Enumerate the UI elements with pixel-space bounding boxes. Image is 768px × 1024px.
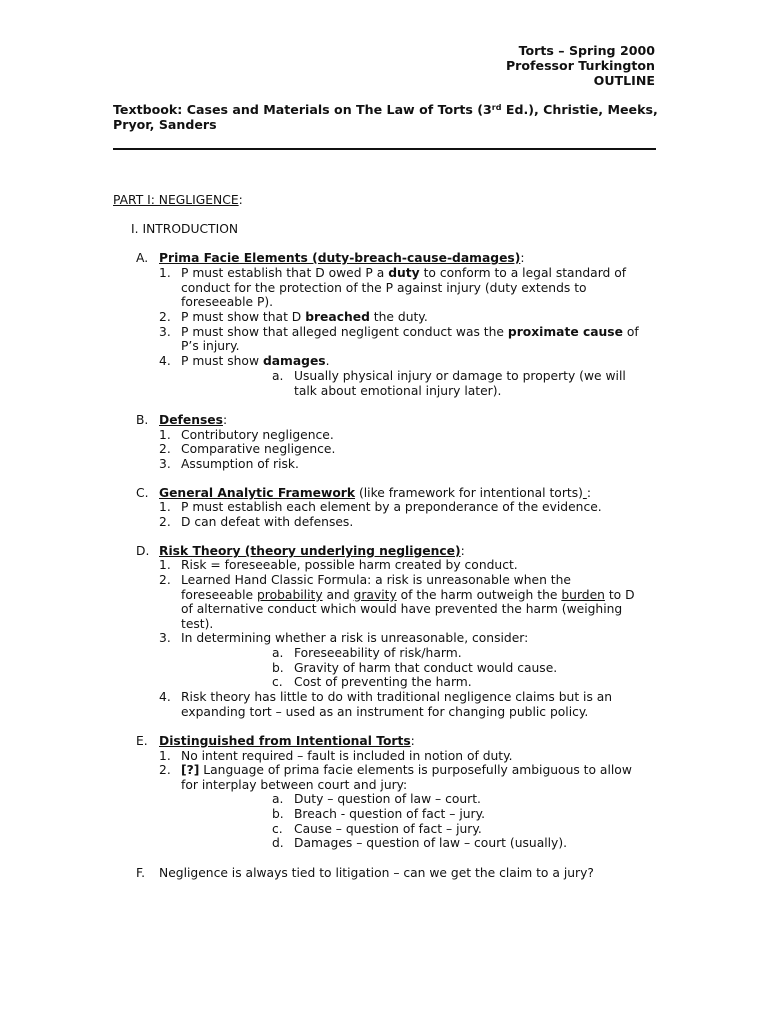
marker-b: B. [136,413,149,427]
sub-item: Usually physical injury or damage to property (we will [294,369,626,383]
item-marker: 2. [159,442,171,456]
document-type: OUTLINE [593,73,655,88]
item-marker: 1. [159,428,171,442]
sub-item: Damages – question of law – court (usually). [294,836,568,850]
professor-name: Professor Turkington [505,58,655,73]
list-item-cont: P’s injury. [181,339,240,353]
item-marker: 2. [159,310,171,324]
heading-a: Prima Facie Elements (duty-breach-cause-damages): [159,251,525,265]
list-item-cont: foreseeable P). [181,295,274,309]
heading-c: General Analytic Framework (like framework for intentional torts) : [159,486,591,500]
course-title: Torts – Spring 2000 [518,43,655,58]
list-item: P must show that D breached the duty. [181,310,428,324]
horizontal-rule [113,148,656,150]
sub-item-marker: a. [272,792,284,806]
list-item-cont: test). [181,617,214,631]
sub-item-cont: talk about emotional injury later). [294,384,502,398]
item-marker: 4. [159,354,171,368]
sub-item: Breach - question of fact – jury. [294,807,486,821]
sub-item: Duty – question of law – court. [294,792,481,806]
sub-item-marker: c. [272,675,283,689]
heading-d: Risk Theory (theory underlying negligence): [159,544,465,558]
list-item: Comparative negligence. [181,442,336,456]
item-marker: 1. [159,558,171,572]
list-item-cont: for interplay between court and jury: [181,778,408,792]
list-item: D can defeat with defenses. [181,515,354,529]
sub-item-marker: b. [272,661,284,675]
item-f: Negligence is always tied to litigation – can we get the claim to a jury? [159,866,594,880]
sub-item-marker: a. [272,369,284,383]
list-item: Contributory negligence. [181,428,334,442]
sub-item-marker: c. [272,822,283,836]
item-marker: 3. [159,631,171,645]
item-marker: 4. [159,690,171,704]
sub-item: Cost of preventing the harm. [294,675,472,689]
textbook-line-1: Textbook: Cases and Materials on The Law of Torts (3rd Ed.), Christie, Meeks, [113,102,658,117]
list-item: Assumption of risk. [181,457,299,471]
list-item: No intent required – fault is included in notion of duty. [181,749,513,763]
item-marker: 1. [159,749,171,763]
list-item: [?] Language of prima facie elements is purposefully ambiguous to allow [181,763,632,777]
sub-item: Gravity of harm that conduct would cause. [294,661,558,675]
sub-item-marker: d. [272,836,284,850]
item-marker: 2. [159,515,171,529]
list-item-cont: expanding tort – used as an instrument for changing public policy. [181,705,589,719]
section-heading: I. INTRODUCTION [131,222,239,236]
list-item: P must show damages. [181,354,330,368]
textbook-line-2: Pryor, Sanders [113,117,217,132]
heading-b: Defenses: [159,413,228,427]
item-marker: 2. [159,763,171,777]
list-item: Learned Hand Classic Formula: a risk is unreasonable when the [181,573,571,587]
sub-item-marker: a. [272,646,284,660]
list-item: Risk = foreseeable, possible harm created by conduct. [181,558,518,572]
sub-item: Cause – question of fact – jury. [294,822,482,836]
list-item: Risk theory has little to do with traditional negligence claims but is an [181,690,613,704]
marker-c: C. [136,486,149,500]
heading-e: Distinguished from Intentional Torts: [159,734,415,748]
list-item: P must show that alleged negligent conduct was the proximate cause of [181,325,639,339]
marker-a: A. [136,251,149,265]
item-marker: 1. [159,266,171,280]
sub-item-marker: b. [272,807,284,821]
item-marker: 2. [159,573,171,587]
item-marker: 1. [159,500,171,514]
list-item: P must establish that D owed P a duty to conform to a legal standard of [181,266,627,280]
item-marker: 3. [159,457,171,471]
list-item-cont: of alternative conduct which would have prevented the harm (weighing [181,602,623,616]
marker-d: D. [136,544,150,558]
marker-e: E. [136,734,148,748]
marker-f: F. [136,866,146,880]
list-item: In determining whether a risk is unreasonable, consider: [181,631,529,645]
list-item: P must establish each element by a preponderance of the evidence. [181,500,602,514]
sub-item: Foreseeability of risk/harm. [294,646,462,660]
list-item-cont: foreseeable probability and gravity of the harm outweigh the burden to D [181,588,635,602]
part-heading: PART I: NEGLIGENCE: [113,193,243,207]
item-marker: 3. [159,325,171,339]
list-item-cont: conduct for the protection of the P against injury (duty extends to [181,281,587,295]
